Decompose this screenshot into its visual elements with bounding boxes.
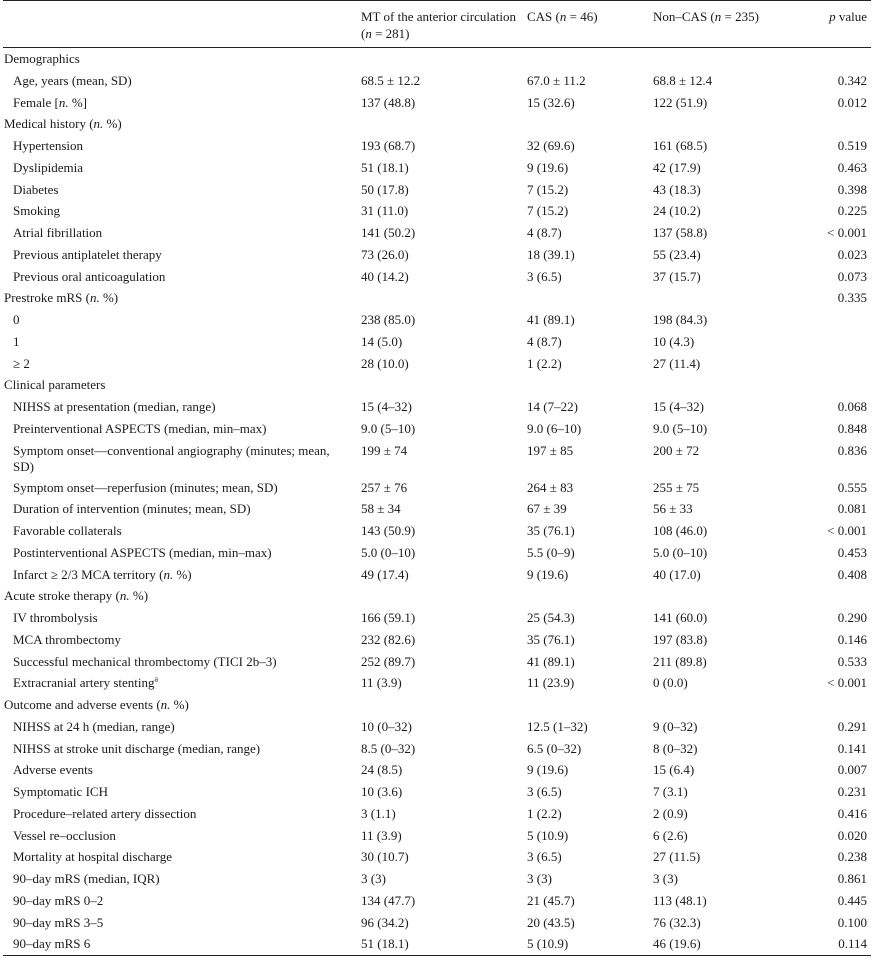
cell-mt-anterior: 252 (89.7) [361, 653, 416, 669]
row-label: Smoking [13, 203, 60, 219]
table-row [3, 629, 871, 651]
cell-p-value: 0.463 [837, 159, 867, 175]
table-row [3, 135, 871, 157]
cell-non-cas: 2 (0.9) [653, 805, 688, 821]
cell-p-value: 0.141 [837, 740, 867, 756]
cell-p-value: 0.342 [837, 72, 867, 88]
cell-p-value: 0.114 [838, 936, 867, 952]
table-row [3, 157, 871, 179]
cell-mt-anterior: 73 (26.0) [361, 246, 409, 262]
row-label: Extracranial artery stenting [13, 675, 155, 691]
cell-mt-anterior: 11 (3.9) [361, 827, 402, 843]
table-row [3, 477, 871, 499]
row-label: ≥ 2 [13, 355, 30, 371]
table-row [3, 912, 871, 934]
table-row [3, 222, 871, 244]
cell-p-value: 0.408 [837, 566, 867, 582]
cell-mt-anterior: 58 ± 34 [361, 501, 401, 517]
row-label: Age, years (mean, SD) [13, 72, 132, 88]
cell-cas: 1 (2.2) [527, 355, 562, 371]
table-row [3, 868, 871, 890]
cell-cas: 9 (19.6) [527, 566, 569, 582]
table-row [3, 933, 871, 955]
table-row [3, 759, 871, 781]
cell-cas: 264 ± 83 [527, 479, 574, 495]
cell-mt-anterior: 96 (34.2) [361, 914, 409, 930]
cell-mt-anterior: 24 (8.5) [361, 762, 403, 778]
cell-non-cas: 113 (48.1) [653, 892, 707, 908]
row-label: Demographics [4, 51, 80, 66]
row-label: Vessel re–occlusion [13, 827, 116, 843]
row-label: Clinical parameters [4, 377, 106, 393]
cell-mt-anterior: 10 (0–32) [361, 718, 412, 734]
cell-non-cas: 137 (58.8) [653, 225, 708, 240]
cell-non-cas: 15 (6.4) [653, 762, 695, 778]
row-label: NIHSS at stroke unit discharge (median, range) [13, 740, 261, 756]
cell-mt-anterior: 199 ± 74 [361, 442, 408, 458]
cell-p-value: 0.020 [837, 827, 867, 843]
table-row [3, 846, 871, 868]
cell-mt-anterior: 51 (18.1) [361, 159, 409, 175]
row-label: Prestroke mRS (n. %) [4, 290, 119, 306]
cell-cas: 15 (32.6) [527, 94, 575, 110]
cell-mt-anterior: 68.5 ± 12.2 [361, 72, 421, 88]
cell-non-cas: 9.0 (5–10) [653, 420, 708, 436]
cell-cas: 35 (76.1) [527, 523, 575, 538]
cell-p-value: 0.225 [837, 203, 867, 219]
cell-mt-anterior: 9.0 (5–10) [361, 420, 416, 436]
row-label: 90–day mRS 0–2 [13, 892, 104, 908]
table-row [3, 520, 871, 542]
table-row [3, 672, 871, 694]
table-row [3, 418, 871, 440]
cell-cas: 7 (15.2) [527, 203, 569, 219]
header-p-value: p value [829, 9, 867, 24]
cell-cas: 25 (54.3) [527, 610, 575, 625]
table-row [3, 498, 871, 520]
cell-p-value: 0.555 [837, 479, 867, 495]
table-row [3, 564, 871, 586]
cell-non-cas: 40 (17.0) [653, 566, 701, 582]
cell-mt-anterior: 238 (85.0) [361, 312, 416, 327]
cell-non-cas: 68.8 ± 12.4 [653, 72, 713, 88]
cell-p-value: 0.861 [837, 871, 867, 886]
cell-mt-anterior: 143 (50.9) [361, 523, 416, 538]
cell-mt-anterior: 141 (50.2) [361, 225, 416, 240]
cell-mt-anterior: 15 (4–32) [361, 399, 412, 414]
row-label: Duration of intervention (minutes; mean, SD) [13, 501, 251, 517]
cell-mt-anterior: 134 (47.7) [361, 892, 416, 908]
header-mt-anterior: MT of the anterior circulation (n = 281) [361, 9, 516, 41]
table-row [3, 396, 871, 418]
table-row [3, 179, 871, 201]
cell-mt-anterior: 10 (3.6) [361, 784, 403, 799]
row-label: Previous oral anticoagulation [13, 268, 166, 284]
cell-non-cas: 3 (3) [653, 871, 678, 886]
cell-mt-anterior: 28 (10.0) [361, 355, 409, 371]
cell-p-value: 0.848 [837, 420, 867, 436]
cell-non-cas: 37 (15.7) [653, 268, 701, 284]
cell-non-cas: 10 (4.3) [653, 333, 695, 349]
header-cas: CAS (n = 46) [527, 9, 598, 24]
cell-cas: 67 ± 39 [527, 501, 567, 517]
cell-cas: 5 (10.9) [527, 827, 569, 843]
cell-p-value: 0.100 [837, 914, 867, 930]
table-row [3, 781, 871, 803]
section-row [3, 374, 871, 396]
cell-mt-anterior: 14 (5.0) [361, 333, 403, 349]
table-row [3, 200, 871, 222]
cell-non-cas: 108 (46.0) [653, 523, 708, 538]
section-row [3, 48, 871, 70]
cell-cas: 1 (2.2) [527, 805, 562, 821]
table-row [3, 716, 871, 738]
row-label: NIHSS at 24 h (median, range) [13, 718, 175, 734]
cell-mt-anterior: 166 (59.1) [361, 610, 416, 625]
cell-non-cas: 7 (3.1) [653, 784, 688, 799]
cell-non-cas: 122 (51.9) [653, 94, 708, 110]
row-label: Postinterventional ASPECTS (median, min–max) [13, 544, 272, 560]
cell-p-value: 0.007 [837, 762, 867, 778]
cell-mt-anterior: 8.5 (0–32) [361, 740, 416, 756]
table-row [3, 890, 871, 912]
row-label: Preinterventional ASPECTS (median, min–max) [13, 420, 267, 436]
cell-p-value: 0.023 [837, 246, 867, 262]
cell-mt-anterior: 5.0 (0–10) [361, 544, 416, 560]
cell-mt-anterior: 137 (48.8) [361, 94, 416, 110]
row-label: Acute stroke therapy (n. %) [4, 588, 149, 604]
cell-p-value: < 0.001 [827, 675, 867, 691]
cell-p-value: 0.012 [837, 94, 867, 110]
row-label: 0 [13, 312, 20, 327]
row-label: Atrial fibrillation [13, 225, 103, 240]
cell-cas: 21 (45.7) [527, 892, 575, 908]
cell-cas: 41 (89.1) [527, 312, 575, 327]
cell-non-cas: 161 (68.5) [653, 138, 708, 153]
cell-non-cas: 200 ± 72 [653, 442, 700, 458]
section-row [3, 287, 871, 309]
cell-non-cas: 141 (60.0) [653, 610, 708, 625]
cell-p-value: 0.398 [837, 181, 867, 197]
cell-p-value: 0.445 [837, 892, 867, 908]
cell-mt-anterior: 49 (17.4) [361, 566, 409, 582]
row-label: Outcome and adverse events (n. %) [4, 697, 189, 712]
cell-p-value: 0.453 [837, 544, 867, 560]
cell-non-cas: 0 (0.0) [653, 675, 688, 691]
section-row [3, 694, 871, 716]
cell-non-cas: 76 (32.3) [653, 914, 701, 930]
cell-cas: 67.0 ± 11.2 [527, 72, 586, 88]
cell-cas: 9 (19.6) [527, 762, 569, 778]
cell-non-cas: 43 (18.3) [653, 181, 701, 197]
cell-non-cas: 211 (89.8) [653, 653, 707, 669]
table-row [3, 607, 871, 629]
cell-non-cas: 27 (11.5) [653, 849, 701, 865]
cell-p-value: 0.146 [837, 631, 867, 647]
cell-non-cas: 197 (83.8) [653, 631, 708, 647]
table-row [3, 542, 871, 564]
cell-non-cas: 15 (4–32) [653, 399, 704, 414]
cell-p-value: < 0.001 [827, 225, 867, 240]
cell-non-cas: 255 ± 75 [653, 479, 700, 495]
table-row [3, 353, 871, 375]
cell-p-value: 0.238 [837, 849, 867, 865]
cell-cas: 6.5 (0–32) [527, 740, 582, 756]
cell-cas: 3 (6.5) [527, 784, 562, 799]
cell-mt-anterior: 193 (68.7) [361, 138, 416, 153]
row-label: MCA thrombectomy [13, 631, 121, 647]
cell-mt-anterior: 40 (14.2) [361, 268, 409, 284]
row-label: Mortality at hospital discharge [13, 849, 172, 865]
section-row [3, 585, 871, 607]
cell-cas: 9 (19.6) [527, 159, 569, 175]
table-row [3, 803, 871, 825]
cell-p-value: 0.836 [837, 442, 867, 458]
cell-non-cas: 56 ± 33 [653, 501, 693, 517]
row-label: Successful mechanical thrombectomy (TICI 2b–3) [13, 653, 277, 669]
cell-cas: 3 (3) [527, 871, 552, 886]
cell-non-cas: 9 (0–32) [653, 718, 698, 734]
table-row [3, 331, 871, 353]
cell-p-value: 0.081 [837, 501, 867, 517]
cell-p-value: 0.291 [837, 718, 867, 734]
cell-cas: 9.0 (6–10) [527, 420, 582, 436]
table-row [3, 266, 871, 288]
cell-mt-anterior: 50 (17.8) [361, 181, 409, 197]
cell-cas: 14 (7–22) [527, 399, 578, 414]
table-row [3, 440, 871, 477]
cell-mt-anterior: 30 (10.7) [361, 849, 409, 865]
cell-p-value: < 0.001 [827, 523, 867, 538]
cell-cas: 4 (8.7) [527, 225, 562, 240]
cell-mt-anterior: 11 (3.9) [361, 675, 402, 691]
row-label: Adverse events [13, 762, 93, 778]
row-label: Previous antiplatelet therapy [13, 246, 162, 262]
cell-cas: 32 (69.6) [527, 138, 575, 153]
cell-cas: 5.5 (0–9) [527, 544, 575, 560]
cell-cas: 35 (76.1) [527, 631, 575, 647]
cell-non-cas: 6 (2.6) [653, 827, 688, 843]
cell-cas: 41 (89.1) [527, 653, 575, 669]
row-label: 90–day mRS 6 [13, 936, 91, 952]
table-row [3, 651, 871, 673]
row-label: 90–day mRS (median, IQR) [13, 871, 160, 886]
row-label: 90–day mRS 3–5 [13, 914, 104, 930]
cell-cas: 12.5 (1–32) [527, 718, 588, 734]
cell-non-cas: 46 (19.6) [653, 936, 701, 952]
cell-non-cas: 8 (0–32) [653, 740, 698, 756]
cell-mt-anterior: 3 (3) [361, 871, 386, 886]
row-label: Hypertension [13, 138, 84, 153]
cell-p-value: 0.335 [837, 290, 867, 306]
cell-non-cas: 5.0 (0–10) [653, 544, 708, 560]
table-row [3, 92, 871, 114]
cell-mt-anterior: 257 ± 76 [361, 479, 408, 495]
cell-mt-anterior: 232 (82.6) [361, 631, 416, 647]
row-label: Infarct ≥ 2/3 MCA territory (n. %) [13, 566, 192, 582]
row-label: Symptom onset—reperfusion (minutes; mean, SD) [13, 479, 278, 495]
cell-cas: 5 (10.9) [527, 936, 569, 952]
cell-cas: 11 (23.9) [527, 675, 575, 691]
table-row [3, 244, 871, 266]
cell-p-value: 0.073 [837, 268, 867, 284]
cell-mt-anterior: 31 (11.0) [361, 203, 409, 219]
cell-p-value: 0.290 [837, 610, 867, 625]
cell-non-cas: 42 (17.9) [653, 159, 701, 175]
cell-cas: 4 (8.7) [527, 333, 562, 349]
table-row [3, 70, 871, 92]
row-label: 1 [13, 333, 20, 349]
cell-non-cas: 27 (11.4) [653, 355, 701, 371]
cell-mt-anterior: 51 (18.1) [361, 936, 409, 952]
cell-non-cas: 198 (84.3) [653, 312, 708, 327]
row-label-with-footnote [13, 672, 158, 694]
table-body [3, 48, 871, 956]
cell-p-value: 0.416 [837, 805, 867, 821]
cell-non-cas: 55 (23.4) [653, 246, 701, 262]
row-label: Diabetes [13, 181, 59, 197]
cell-cas: 3 (6.5) [527, 849, 562, 865]
cell-p-value: 0.068 [837, 399, 867, 414]
cell-mt-anterior: 3 (1.1) [361, 805, 396, 821]
row-label: Symptomatic ICH [13, 784, 108, 799]
row-label: Dyslipidemia [13, 159, 84, 175]
row-label: Symptom onset—conventional angiography (minutes; mean, SD) [13, 442, 330, 474]
row-label: NIHSS at presentation (median, range) [13, 399, 216, 414]
cell-cas: 197 ± 85 [527, 442, 574, 458]
row-label: IV thrombolysis [13, 610, 98, 625]
table-row [3, 309, 871, 331]
data-table [3, 0, 871, 956]
row-label: Female [n. %] [13, 94, 88, 110]
row-label: Procedure–related artery dissection [13, 805, 197, 821]
row-label: Favorable collaterals [13, 523, 122, 538]
cell-cas: 18 (39.1) [527, 246, 575, 262]
cell-p-value: 0.519 [837, 138, 867, 153]
cell-non-cas: 24 (10.2) [653, 203, 701, 219]
table-header [3, 0, 871, 48]
cell-cas: 3 (6.5) [527, 268, 562, 284]
table-row [3, 738, 871, 760]
cell-p-value: 0.231 [837, 784, 867, 799]
cell-cas: 7 (15.2) [527, 181, 569, 197]
header-non-cas: Non–CAS (n = 235) [653, 9, 759, 24]
cell-p-value: 0.533 [837, 653, 867, 669]
section-row [3, 113, 871, 135]
footnote-marker: a [154, 674, 159, 684]
table-row [3, 825, 871, 847]
cell-cas: 20 (43.5) [527, 914, 575, 930]
row-label: Medical history (n. %) [4, 116, 122, 132]
